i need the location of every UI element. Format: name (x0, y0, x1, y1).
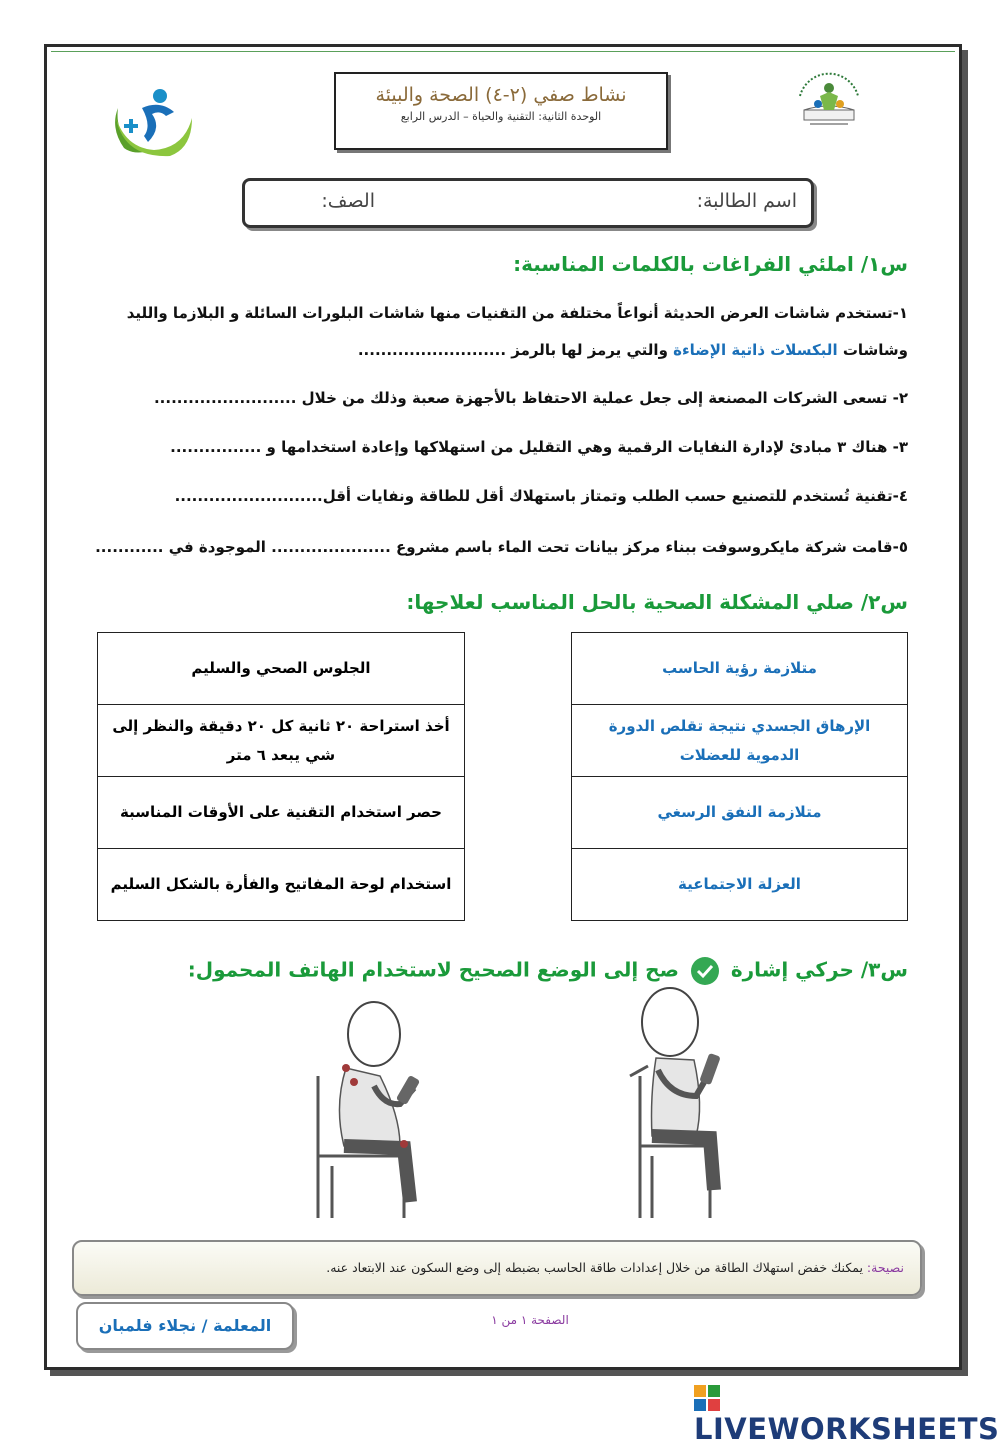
q1-item-1-line-2: وشاشات البكسلات ذاتية الإضاءة والتي يرمز لها بالرمز .......................... (357, 341, 908, 359)
q1-heading: س١/ املئي الفراغات بالكلمات المناسبة: (513, 252, 908, 276)
q3-heading: س٣/ حركي إشارة صح إلى الوضع الصحيح لاستخدام الهاتف المحمول: (188, 956, 908, 986)
page-number: الصفحة ١ من ١ (491, 1313, 569, 1327)
highlight-term: البكسلات ذاتية الإضاءة (673, 341, 838, 359)
student-name-label: اسم الطالبة: (696, 190, 797, 212)
posture-figure-slouched[interactable] (304, 996, 454, 1222)
solution-cell[interactable]: الجلوس الصحي والسليم (98, 633, 465, 705)
q1-item-3: ٣- هناك ٣ مبادئ لإدارة النفايات الرقمية وهي التقليل من استهلاكها وإعادة استخدامها و ................ (170, 438, 908, 456)
school-logo (790, 66, 868, 138)
solution-cell[interactable]: حصر استخدام التقنية على الأوقات المناسبة (98, 777, 465, 849)
student-class-label: الصف: (321, 190, 375, 212)
q1-item-5: ٥-قامت شركة مايكروسوفت ببناء مركز بيانات تحت الماء باسم مشروع ..................... الموجودة في ............ (95, 538, 908, 556)
page-subtitle: الوحدة الثانية: التقنية والحياة – الدرس الرابع (400, 110, 602, 123)
posture-figure-upright[interactable] (600, 986, 750, 1222)
liveworksheets-watermark: LIVEWORKSHEETS (694, 1378, 1000, 1446)
check-icon (690, 956, 720, 986)
solution-cell[interactable]: أخذ استراحة ٢٠ ثانية كل ٢٠ دقيقة والنظر إلى شي يبعد ٦ متر (98, 705, 465, 777)
problem-cell[interactable]: متلازمة رؤية الحاسب (572, 633, 908, 705)
problem-cell[interactable]: الإرهاق الجسدي نتيجة تقلص الدورة الدموية للعضلات (572, 705, 908, 777)
q1-item-4: ٤-تقنية تُستخدم للتصنيع حسب الطلب وتمتاز باستهلاك أقل للطاقة ونفايات أقل.......................... (174, 487, 908, 505)
tip-box (72, 1240, 922, 1296)
tip-text: يمكنك خفض استهلاك الطاقة من خلال إعدادات طاقة الحاسب بضبطه إلى وضع السكون عند الابتعاد عنه. (326, 1260, 863, 1275)
page-title: نشاط صفي (٢-٤) الصحة والبيئة (375, 84, 627, 106)
teacher-name: المعلمة / نجلاء فلمبان (76, 1302, 294, 1350)
health-logo (104, 78, 198, 166)
tip-label: نصيحة: (866, 1260, 904, 1275)
liveworksheets-icon (694, 1384, 720, 1410)
problems-table (571, 632, 908, 921)
solution-cell[interactable]: استخدام لوحة المفاتيح والفأرة بالشكل السليم (98, 849, 465, 921)
q2-heading: س٢/ صلي المشكلة الصحية بالحل المناسب لعلاجها: (406, 590, 908, 614)
q1-item-1-line-1: ١-تستخدم شاشات العرض الحديثة أنواعاً مختلفة من التقنيات منها شاشات البلورات السائلة و البلازما والليد (126, 304, 908, 322)
problem-cell[interactable]: متلازمة النفق الرسغي (572, 777, 908, 849)
problem-cell[interactable]: العزلة الاجتماعية (572, 849, 908, 921)
q1-item-2: ٢- تسعى الشركات المصنعة إلى جعل عملية الاحتفاظ بالأجهزة صعبة وذلك من خلال ......................... (153, 389, 908, 407)
student-info-box (242, 178, 814, 228)
solutions-table (97, 632, 465, 921)
title-box (334, 72, 668, 150)
